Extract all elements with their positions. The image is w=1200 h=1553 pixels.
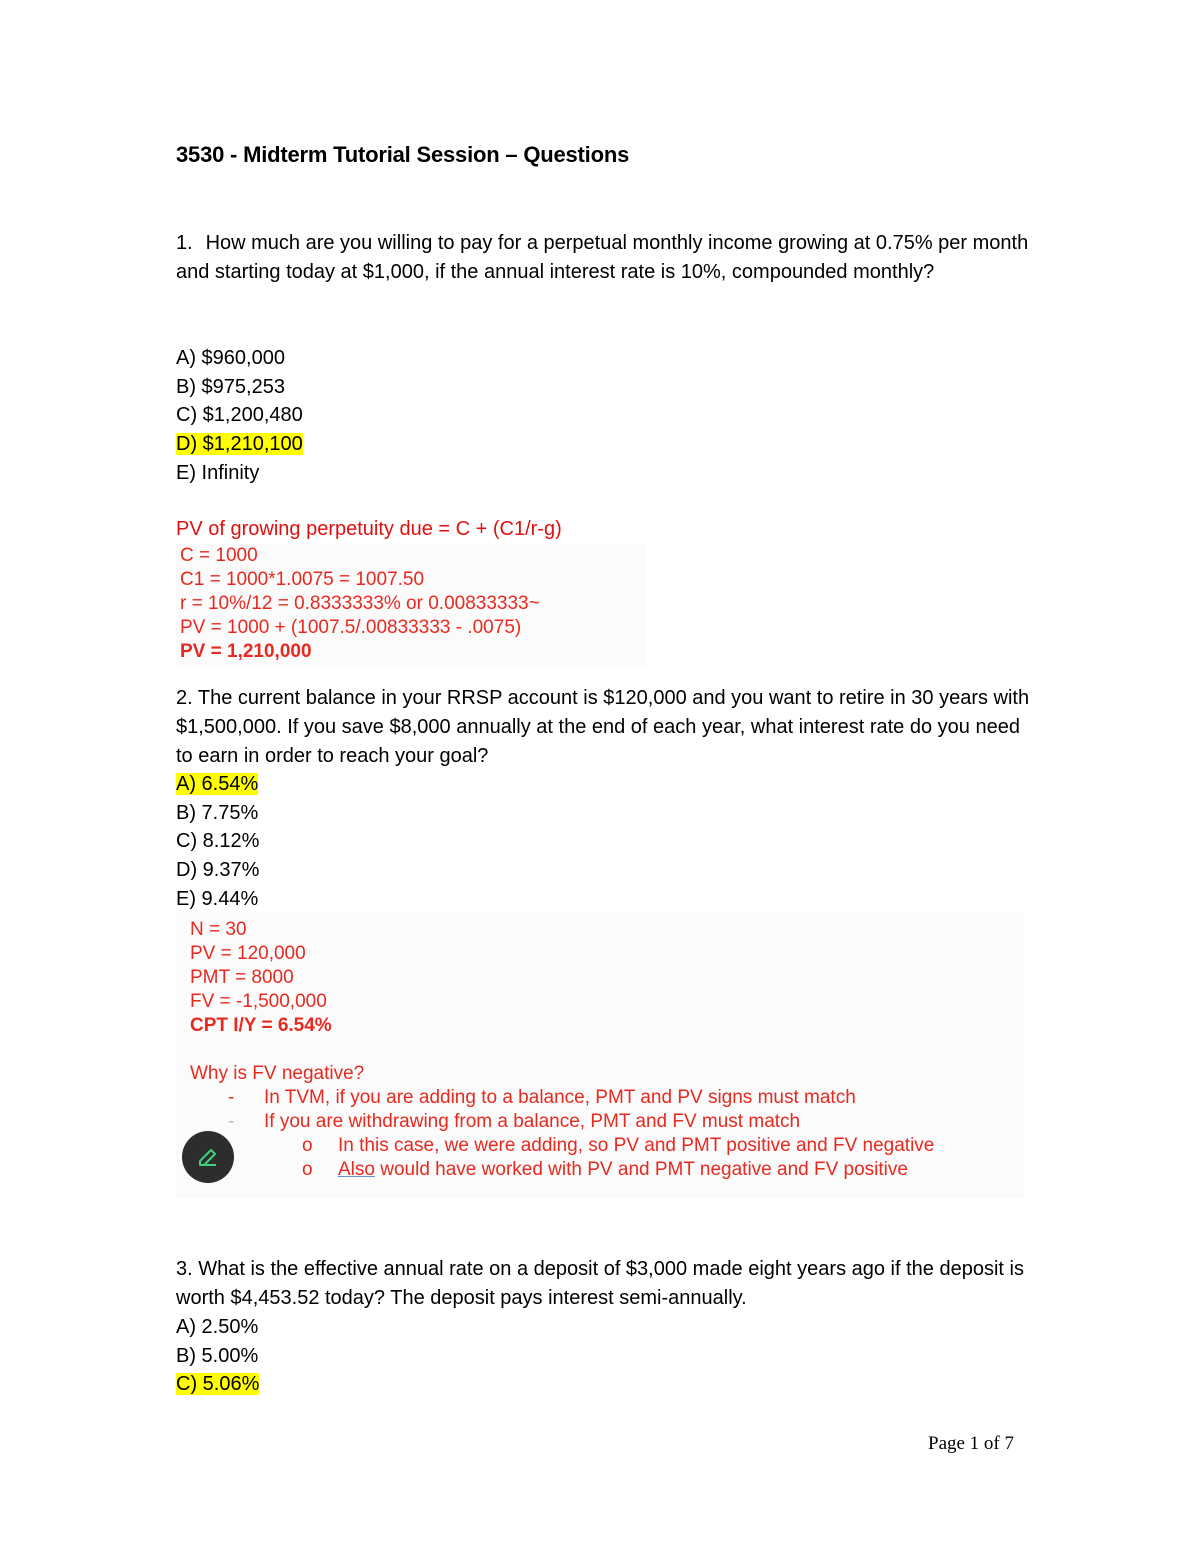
page-title: 3530 - Midterm Tutorial Session – Questions: [176, 142, 630, 167]
option: C) 8.12%: [176, 830, 260, 853]
solution-line: C = 1000: [180, 545, 258, 566]
solution-line: PMT = 8000: [190, 967, 294, 988]
option: C) $1,200,480: [176, 404, 303, 427]
edit-button[interactable]: [182, 1131, 234, 1183]
option: A) $960,000: [176, 347, 285, 369]
solution-line: FV = -1,500,000: [190, 991, 327, 1012]
option: B) 7.75%: [176, 801, 259, 824]
question-2-options: [176, 770, 259, 913]
option: A) 2.50%: [176, 1316, 259, 1338]
solution-heading: PV of growing perpetuity due = C + (C1/r-g): [176, 518, 562, 540]
solution-image-1: [176, 544, 646, 668]
question-number: 3.: [176, 1258, 193, 1280]
sub-bullet-1: o In this case, we were adding, so PV and PMT positive and FV negative: [302, 1135, 935, 1156]
option-correct: C) 5.06%: [176, 1373, 260, 1396]
question-1-options: [176, 344, 303, 487]
option: D) 9.37%: [176, 859, 260, 882]
question-text: How much are you willing to pay for a perpetual monthly income growing at 0.75% per month and starting today at $1,000, if the annual interest rate is 10%, compounded monthly?: [176, 232, 1029, 283]
solution-lines: [190, 918, 332, 1038]
question-3-options: [176, 1313, 259, 1399]
option: E) 9.44%: [176, 887, 259, 910]
solution-answer: CPT I/Y = 6.54%: [190, 1015, 332, 1036]
solution-answer: PV = 1,210,000: [180, 641, 312, 662]
question-1: [176, 229, 1036, 287]
question-text: What is the effective annual rate on a deposit of $3,000 made eight years ago if the deposit is worth $4,453.52 today? The deposit pays interest semi-annually.: [176, 1258, 1024, 1309]
option: B) 5.00%: [176, 1344, 259, 1367]
solution-line: C1 = 1000*1.0075 = 1007.50: [180, 569, 425, 590]
solution-line: PV = 1000 + (1007.5/.00833333 - .0075): [180, 617, 522, 638]
solution-line: N = 30: [190, 919, 247, 940]
question-number: 1.: [176, 232, 193, 254]
pencil-icon: [196, 1145, 220, 1169]
why-heading: Why is FV negative?: [190, 1063, 365, 1084]
bullet-2: - If you are withdrawing from a balance, PMT and FV must match: [228, 1111, 801, 1132]
bullet-1: - In TVM, if you are adding to a balance, PMT and PV signs must match: [228, 1087, 856, 1108]
question-3: [176, 1255, 1036, 1313]
question-number: 2.: [176, 687, 193, 709]
solution-lines: [180, 544, 540, 664]
solution-line: PV = 120,000: [190, 943, 306, 964]
circle-bullet-icon: o: [302, 1135, 313, 1156]
solution-line: r = 10%/12 = 0.8333333% or 0.00833333~: [180, 593, 540, 614]
question-2: [176, 684, 1036, 771]
option-correct: D) $1,210,100: [176, 433, 303, 456]
option-correct: A) 6.54%: [176, 773, 259, 795]
dash-bullet-icon: -: [228, 1087, 235, 1108]
page-footer: Page 1 of 7: [928, 1433, 1015, 1454]
question-text: The current balance in your RRSP account is $120,000 and you want to retire in 30 years with $1,500,000. If you save $8,000 annually at the end of each year, what interest rate do you need to earn in order to reach your goal?: [176, 687, 1030, 767]
circle-bullet-icon: o: [302, 1159, 313, 1180]
option: E) Infinity: [176, 461, 260, 484]
sub-bullet-2: o Also would have worked with PV and PMT negative and FV positive: [302, 1159, 908, 1180]
dash-bullet-icon: -: [228, 1111, 235, 1132]
option: B) $975,253: [176, 375, 285, 398]
